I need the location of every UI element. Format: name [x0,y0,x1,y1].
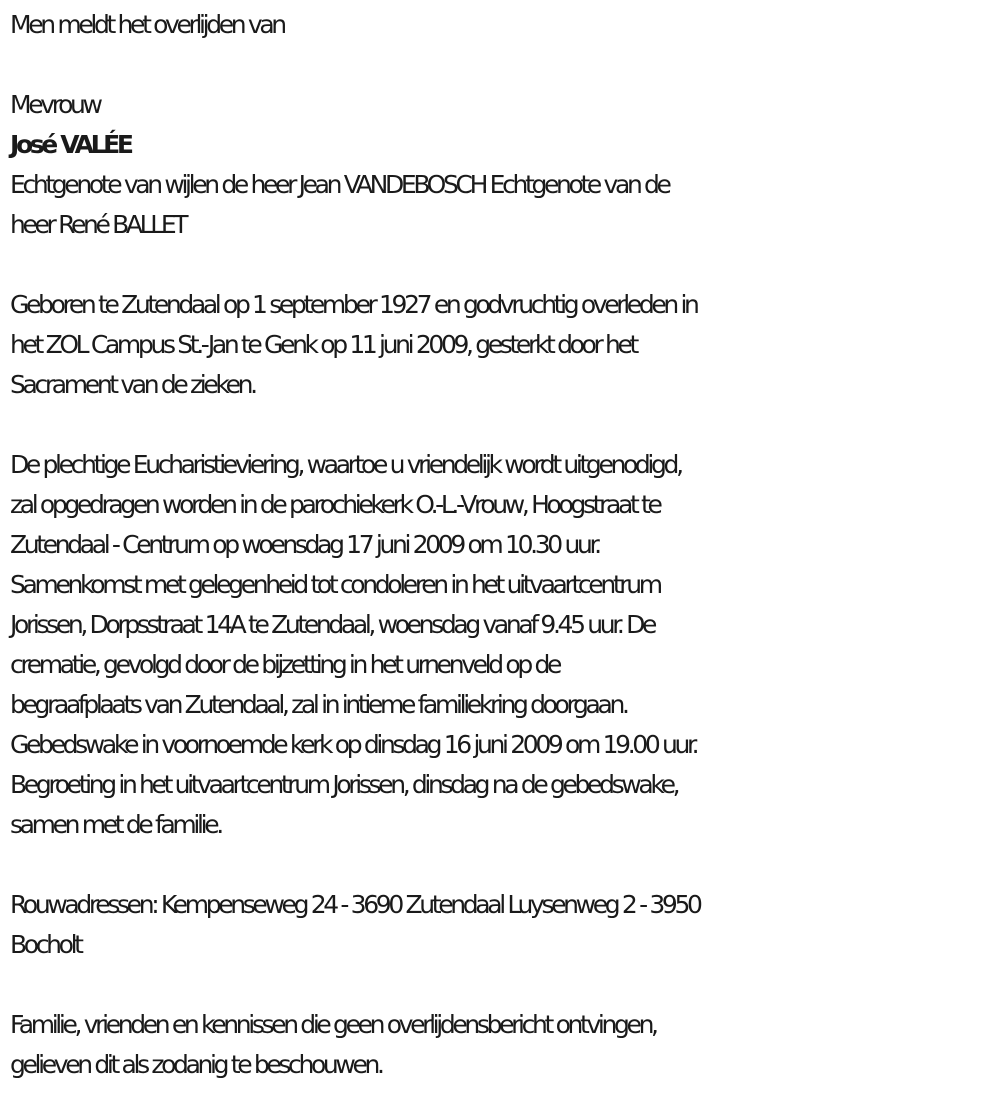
text-line: Echtgenote van wijlen de heer Jean VANDEBOSCH Echtgenote van de [10,170,669,199]
address-paragraph [10,885,995,965]
text-line: gelieven dit als zodanig te beschouwen. [10,1050,382,1079]
text-line: Bocholt [10,930,81,959]
spacer [10,965,995,1005]
text-line: Sacrament van de zieken. [10,370,255,399]
spacer [10,405,995,445]
text-line: Begroeting in het uitvaartcentrum Jorissen, dinsdag na de gebedswake, [10,770,678,799]
text-line: Rouwadressen: Kempenseweg 24 - 3690 Zutendaal Luysenweg 2 - 3950 [10,890,700,919]
closing-paragraph [10,1005,995,1085]
text-line: het ZOL Campus St.-Jan te Genk op 11 juni 2009, gesterkt door het [10,330,636,359]
text-line: Zutendaal - Centrum op woensdag 17 juni 2009 om 10.30 uur. [10,530,599,559]
text-line: zal opgedragen worden in de parochiekerk O.-L.-Vrouw, Hoogstraat te [10,490,660,519]
deceased-name: José VALÉE [10,130,131,159]
text-line: De plechtige Eucharistieviering, waartoe u vriendelijk wordt uitgenodigd, [10,450,681,479]
spacer [10,45,995,85]
text-line: Geboren te Zutendaal op 1 september 1927 en godvruchtig overleden in [10,290,697,319]
text-line: Jorissen, Dorpsstraat 14A te Zutendaal, woensdag vanaf 9.45 uur. De [10,610,654,639]
death-notice [10,5,995,1085]
spouse-paragraph [10,165,995,245]
title-prefix: Mevrouw [10,90,100,119]
ceremony-paragraph [10,445,995,845]
intro-text: Men meldt het overlijden van [10,10,284,39]
text-line: heer René BALLET [10,210,186,239]
spacer [10,245,995,285]
birth-death-paragraph [10,285,995,405]
text-line: crematie, gevolgd door de bijzetting in het urnenveld op de [10,650,559,679]
text-line: Familie, vrienden en kennissen die geen overlijdensbericht ontvingen, [10,1010,656,1039]
text-line: begraafplaats van Zutendaal, zal in intieme familiekring doorgaan. [10,690,627,719]
spacer [10,845,995,885]
text-line: samen met de familie. [10,810,221,839]
text-line: Samenkomst met gelegenheid tot condoleren in het uitvaartcentrum [10,570,660,599]
text-line: Gebedswake in voornoemde kerk op dinsdag 16 juni 2009 om 19.00 uur. [10,730,697,759]
